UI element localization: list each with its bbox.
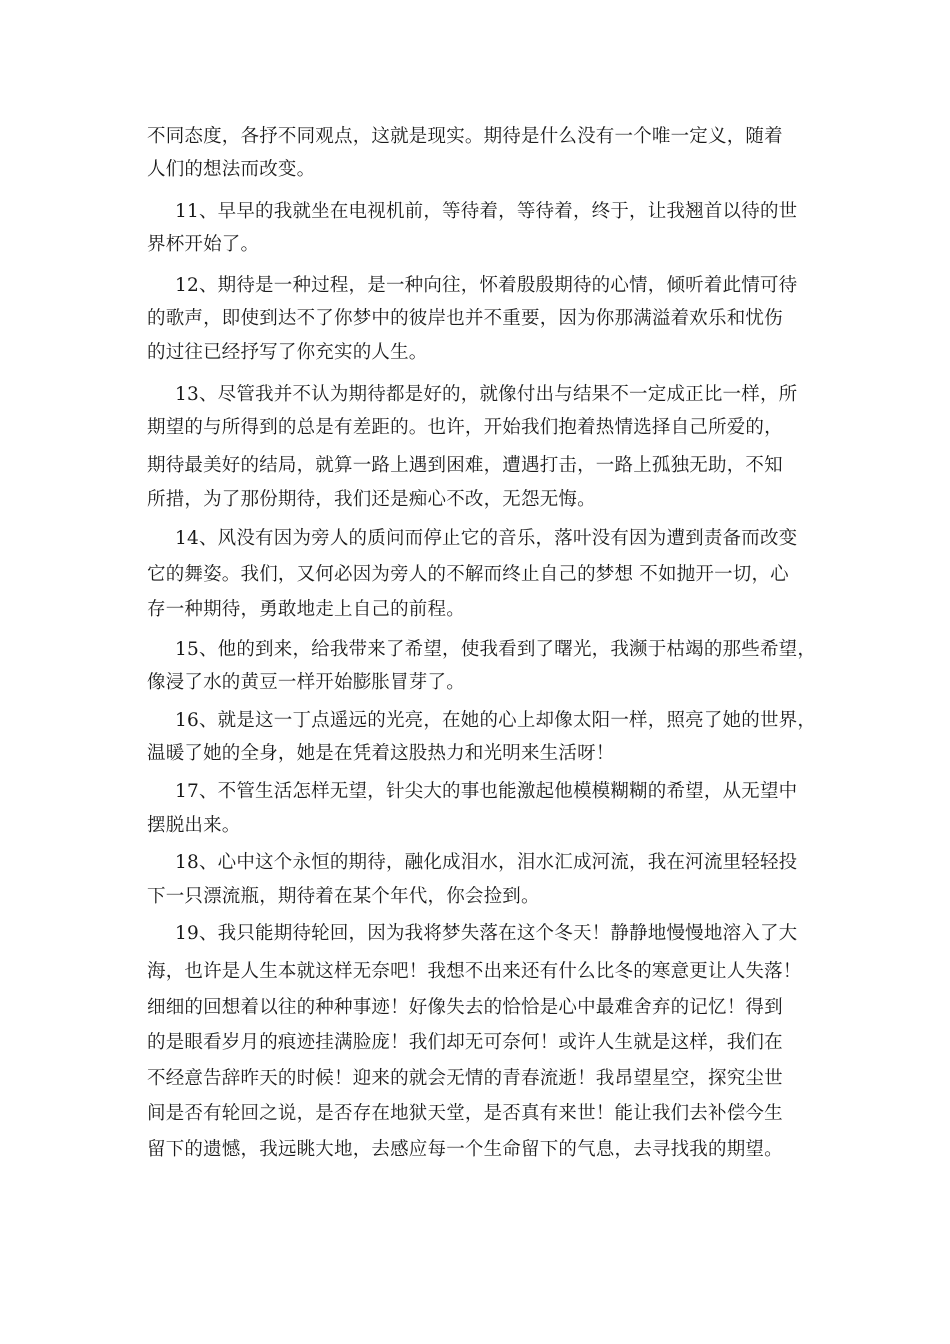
text-line: 海，也许是人生本就这样无奈吧！我想不出来还有什么比冬的寒意更让人失落！ — [147, 961, 802, 982]
paragraph-12-line: 12、期待是一种过程，是一种向往，怀着殷殷期待的心情，倾听着此情可待 — [175, 275, 798, 296]
text-line: 摆脱出来。 — [147, 815, 241, 836]
paragraph-16-line: 16、就是这一丁点遥远的光亮，在她的心上却像太阳一样，照亮了她的世界， — [175, 710, 817, 731]
text-line: 下一只漂流瓶，期待着在某个年代，你会捡到。 — [147, 886, 540, 907]
text-line: 不同态度，各抒不同观点，这就是现实。期待是什么没有一个唯一定义，随着 — [147, 126, 783, 147]
text-line: 不经意告辞昨天的时候！迎来的就会无情的青春流逝！我昂望星空，探究尘世 — [147, 1068, 783, 1089]
text-line: 期望的与所得到的总是有差距的。也许，开始我们抱着热情选择自己所爱的， — [147, 417, 783, 438]
text-line: 温暖了她的全身，她是在凭着这股热力和光明来生活呀！ — [147, 743, 615, 764]
text-line: 存一种期待，勇敢地走上自己的前程。 — [147, 599, 465, 620]
text-line: 期待最美好的结局，就算一路上遇到困难，遭遇打击，一路上孤独无助，不知 — [147, 455, 783, 476]
text-line: 细细的回想着以往的种种事迹！好像失去的恰恰是心中最难舍弃的记忆！得到 — [147, 997, 783, 1018]
paragraph-18-line: 18、心中这个永恒的期待，融化成泪水，泪水汇成河流，我在河流里轻轻投 — [175, 852, 798, 873]
paragraph-19-line: 19、我只能期待轮回，因为我将梦失落在这个冬天！静静地慢慢地溶入了大 — [175, 923, 798, 944]
text-line: 像浸了水的黄豆一样开始膨胀冒芽了。 — [147, 672, 465, 693]
text-line: 的过往已经抒写了你充实的人生。 — [147, 342, 428, 363]
text-line: 人们的想法而改变。 — [147, 159, 316, 180]
text-line: 的是眼看岁月的痕迹挂满脸庞！我们却无可奈何！或许人生就是这样，我们在 — [147, 1032, 783, 1053]
text-line: 的歌声，即使到达不了你梦中的彼岸也并不重要，因为你那满溢着欢乐和忧伤 — [147, 308, 783, 329]
text-line: 所措，为了那份期待，我们还是痴心不改，无怨无悔。 — [147, 489, 596, 510]
paragraph-15-line: 15、他的到来，给我带来了希望，使我看到了曙光，我濒于枯竭的那些希望， — [175, 639, 817, 660]
paragraph-17-line: 17、不管生活怎样无望，针尖大的事也能激起他模模糊糊的希望，从无望中 — [175, 781, 798, 802]
text-line: 留下的遗憾，我远眺大地，去感应每一个生命留下的气息，去寻找我的期望。 — [147, 1139, 783, 1160]
paragraph-14-line: 14、风没有因为旁人的质问而停止它的音乐，落叶没有因为遭到责备而改变 — [175, 528, 798, 549]
text-line: 它的舞姿。我们，又何必因为旁人的不解而终止自己的梦想 不如抛开一切，心 — [147, 564, 789, 585]
paragraph-11-line: 11、早早的我就坐在电视机前，等待着，等待着，终于，让我翘首以待的世 — [175, 201, 798, 222]
text-line: 界杯开始了。 — [147, 234, 260, 255]
paragraph-13-line: 13、尽管我并不认为期待都是好的，就像付出与结果不一定成正比一样，所 — [175, 384, 798, 405]
text-line: 间是否有轮回之说，是否存在地狱天堂，是否真有来世！能让我们去补偿今生 — [147, 1103, 783, 1124]
